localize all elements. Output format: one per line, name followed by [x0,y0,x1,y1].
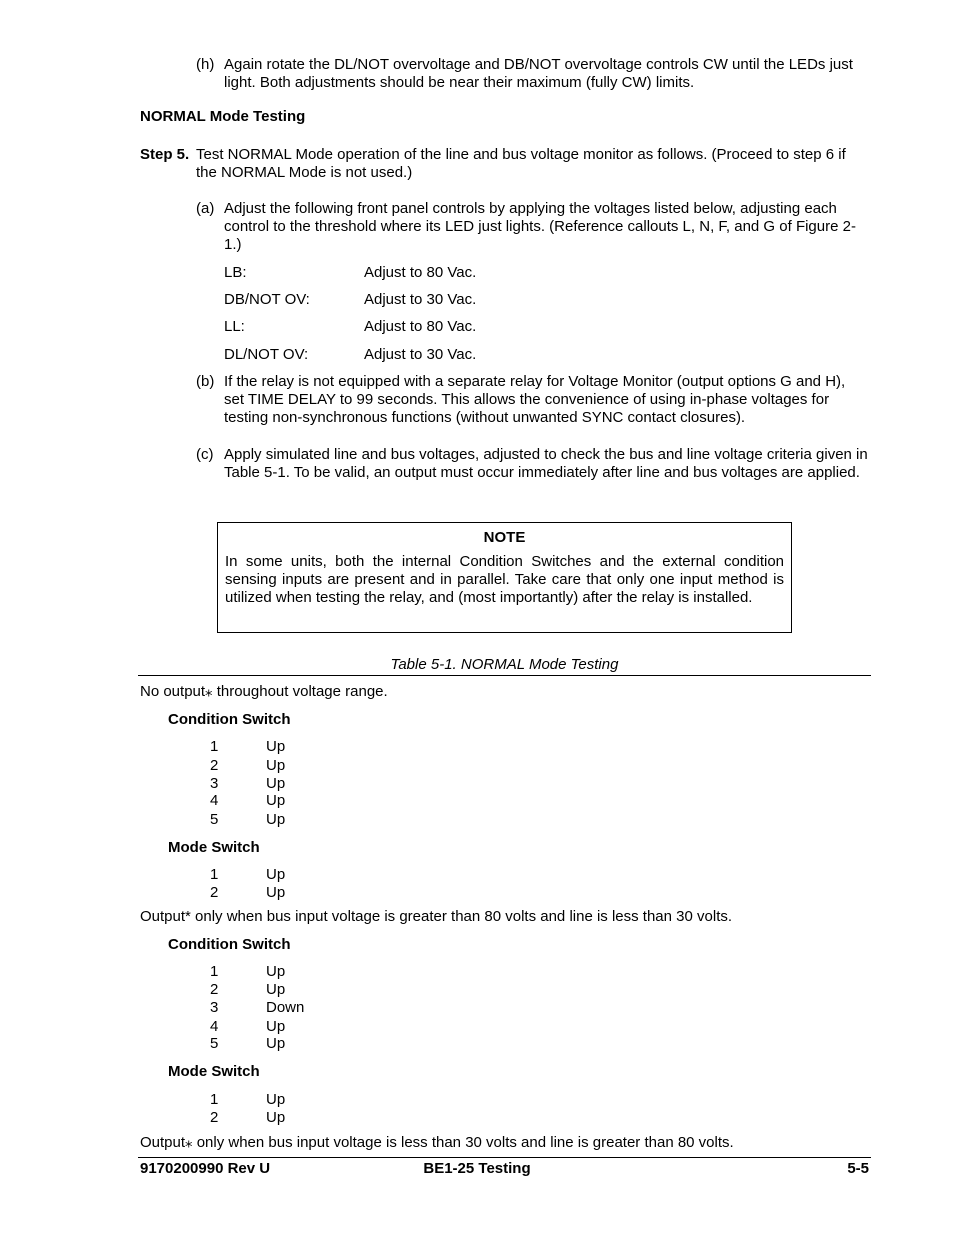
step-b-text: If the relay is not equipped with a separate relay for Voltage Monitor (output options G and H), set TIME DELAY to 99 seconds. This allows the convenience of using in-phase voltages for testing non-synchronous functions (without unwanted SYNC contact closures). [224,373,846,426]
note-text: In some units, both the internal Condition Switches and the external condition sensing inputs are present and in parallel. Take care that only one input method is utilized when testing the relay, and (most importantly) after the relay is installed. [225,553,784,606]
row2-description: Output* only when bus input voltage is greater than 80 volts and line is less than 30 volts. [140,908,733,925]
switch-position: Up [266,1109,286,1126]
adjustment-control: LL: [224,318,245,335]
row1-description: No output⁎ throughout voltage range. [140,683,388,700]
switch-number: 4 [210,792,219,809]
step-a-text: Adjust the following front panel controls by applying the voltages listed below, adjusting each control to the threshold where its LED just lights. (Reference callouts L, N, F, and G of Figure 2-1.) [224,200,856,253]
switch-position: Up [266,1018,286,1035]
switch-number: 2 [210,981,219,998]
switch-position: Up [266,757,286,774]
footer-title: BE1-25 Testing [423,1160,531,1177]
row1-mode-heading: Mode Switch [168,839,260,856]
step5-text: Test NORMAL Mode operation of the line and bus voltage monitor as follows. (Proceed to step 6 if the NORMAL Mode is not used.) [196,146,846,181]
step-b-letter: (b) [196,373,215,390]
adjustment-setting: Adjust to 30 Vac. [364,346,477,363]
switch-position: Up [266,811,286,828]
switch-number: 1 [210,1091,219,1108]
footer-page-number: 5-5 [847,1160,869,1177]
note-box [217,522,792,633]
table-top-rule [138,675,871,676]
footer-doc-number: 9170200990 Rev U [140,1160,271,1177]
step-a-letter: (a) [196,200,215,217]
switch-position: Up [266,1035,286,1052]
switch-position: Up [266,775,286,792]
row1-condition-heading: Condition Switch [168,711,291,728]
adjustment-setting: Adjust to 80 Vac. [364,264,477,281]
adjustment-control: DB/NOT OV: [224,291,310,308]
adjustment-setting: Adjust to 80 Vac. [364,318,477,335]
step-h-letter: (h) [196,56,215,73]
switch-number: 1 [210,963,219,980]
footer-rule [138,1157,871,1158]
switch-number: 1 [210,866,219,883]
switch-position: Up [266,866,286,883]
switch-position: Up [266,963,286,980]
switch-position: Up [266,981,286,998]
switch-number: 2 [210,884,219,901]
adjustment-setting: Adjust to 30 Vac. [364,291,477,308]
note-title: NOTE [483,529,526,546]
switch-position: Up [266,884,286,901]
switch-number: 3 [210,999,219,1016]
row2-condition-heading: Condition Switch [168,936,291,953]
switch-position: Down [266,999,305,1016]
switch-position: Up [266,792,286,809]
step5-label: Step 5. [140,146,190,163]
switch-number: 5 [210,1035,219,1052]
switch-number: 2 [210,1109,219,1126]
switch-position: Up [266,1091,286,1108]
step-c-text: Apply simulated line and bus voltages, adjusted to check the bus and line voltage criteria given in Table 5-1. To be valid, an output must occur immediately after line and bus voltages are applied. [224,446,868,481]
switch-number: 4 [210,1018,219,1035]
switch-number: 2 [210,757,219,774]
switch-number: 3 [210,775,219,792]
adjustment-control: DL/NOT OV: [224,346,309,363]
adjustment-control: LB: [224,264,247,281]
switch-number: 1 [210,738,219,755]
step-c-letter: (c) [196,446,214,463]
row2-mode-heading: Mode Switch [168,1063,260,1080]
row3-description: Output⁎ only when bus input voltage is less than 30 volts and line is greater than 80 volts. [140,1134,734,1151]
step-h-text: Again rotate the DL/NOT overvoltage and DB/NOT overvoltage controls CW until the LEDs just light. Both adjustments should be near their maximum (fully CW) limits. [224,56,853,91]
section-heading: NORMAL Mode Testing [140,108,306,125]
switch-position: Up [266,738,286,755]
switch-number: 5 [210,811,219,828]
table-caption: Table 5-1. NORMAL Mode Testing [390,656,619,673]
